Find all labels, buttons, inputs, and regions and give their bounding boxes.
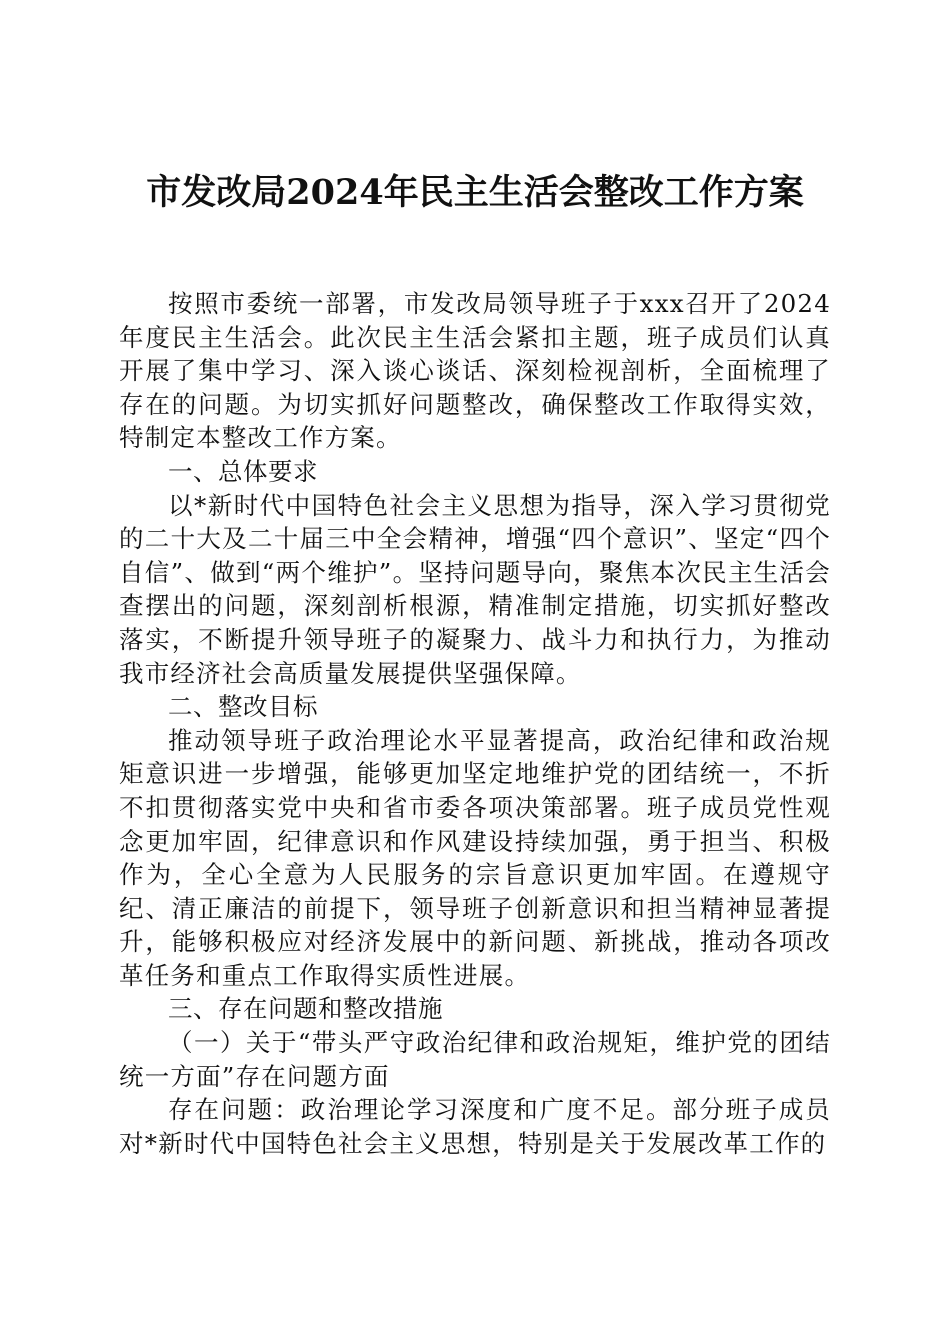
section-3-subheading: （一）关于“带头严守政治纪律和政治规矩，维护党的团结统一方面”存在问题方面 bbox=[119, 1028, 831, 1091]
section-2-paragraph: 推动领导班子政治理论水平显著提高，政治纪律和政治规矩意识进一步增强，能够更加坚定地维护党的团结统一，不折不扣贯彻落实党中央和省市委各项决策部署。班子成员党性观念更加牢固，纪律意识和作风建设持续加强，勇于担当、积极作为，全心全意为人民服务的宗旨意识更加牢固。在遵规守纪、清正廉洁的前提下，领导班子创新意识和担当精神显著提升，能够积极应对经济发展中的新问题、新挑战，推动各项改革任务和重点工作取得实质性进展。 bbox=[119, 725, 831, 990]
intro-paragraph: 按照市委统一部署，市发改局领导班子于xxx召开了2024年度民主生活会。此次民主生活会紧扣主题，班子成员们认真开展了集中学习、深入谈心谈话、深刻检视剖析，全面梳理了存在的问题。为切实抓好问题整改，确保整改工作取得实效，特制定本整改工作方案。 bbox=[119, 289, 831, 453]
section-2-heading: 二、整改目标 bbox=[168, 692, 318, 722]
section-3-heading: 三、存在问题和整改措施 bbox=[168, 994, 443, 1024]
document-body bbox=[119, 287, 831, 1160]
section-1-paragraph: 以*新时代中国特色社会主义思想为指导，深入学习贯彻党的二十大及二十届三中全会精神，增强“四个意识”、坚定“四个自信”、做到“两个维护”。坚持问题导向，聚焦本次民主生活会查摆出的问题，深刻剖析根源，精准制定措施，切实抓好整改落实，不断提升领导班子的凝聚力、战斗力和执行力，为推动我市经济社会高质量发展提供坚强保障。 bbox=[119, 490, 831, 688]
document-title: 市发改局2024年民主生活会整改工作方案 bbox=[146, 172, 804, 213]
section-3-paragraph: 存在问题：政治理论学习深度和广度不足。部分班子成员对*新时代中国特色社会主义思想，特别是关于发展改革工作的 bbox=[119, 1095, 831, 1158]
section-1-heading: 一、总体要求 bbox=[168, 456, 318, 486]
